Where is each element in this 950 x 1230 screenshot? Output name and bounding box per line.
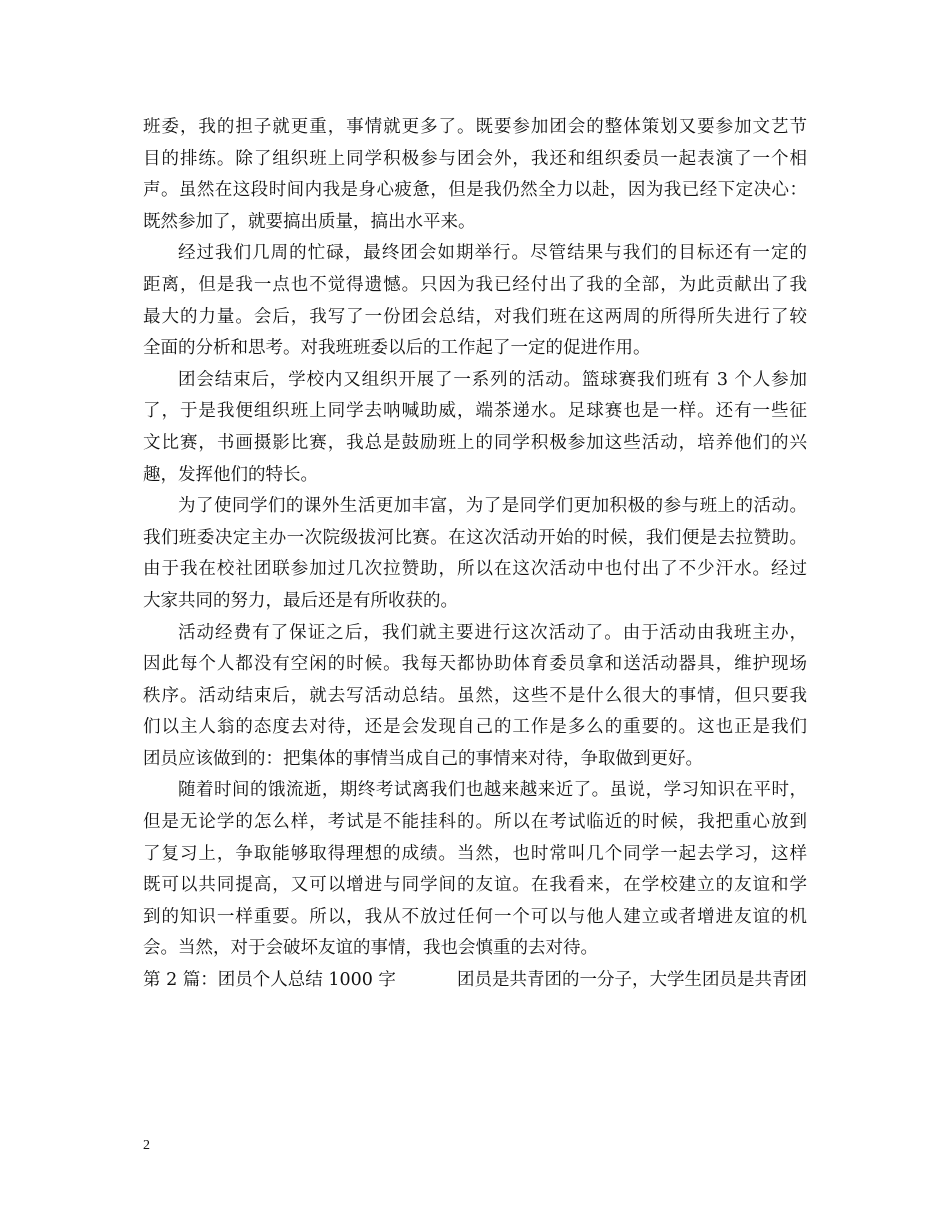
text-line: 团会结束后，学校内又组织开展了一系列的活动。篮球赛我们班有 3 个人参加 (178, 369, 807, 390)
text-line: 最大的力量。会后，我写了一份团会总结，对我们班在这两周的所得所失进行了较 (143, 306, 807, 327)
text-line: 团员应该做到的：把集体的事情当成自己的事情来对待，争取做到更好。 (143, 748, 703, 769)
text-line: 到的知识一样重要。所以，我从不放过任何一个可以与他人建立或者增进友谊的机 (143, 906, 807, 927)
text-line: 文比赛，书画摄影比赛，我总是鼓励班上的同学积极参加这些活动，培养他们的兴 (143, 432, 807, 453)
text-line: 既可以共同提高，又可以增进与同学间的友谊。在我看来，在学校建立的友谊和学 (143, 875, 807, 896)
text-line: 随着时间的饿流逝，期终考试离我们也越来越来近了。虽说，学习知识在平时， (178, 780, 807, 801)
text-line: 距离，但是我一点也不觉得遗憾。只因为我已经付出了我的全部，为此贡献出了我 (143, 274, 807, 295)
paragraph (143, 618, 807, 776)
text-line: 目的排练。除了组织班上同学积极参与团会外，我还和组织委员一起表演了一个相 (143, 148, 807, 169)
text-line: 会。当然，对于会破坏友谊的事情，我也会慎重的去对待。 (143, 938, 598, 959)
paragraph (143, 775, 807, 965)
section-title: 第 2 篇：团员个人总结 1000 字 (143, 970, 396, 991)
text-line: 了，于是我便组织班上同学去呐喊助威，端茶递水。足球赛也是一样。还有一些征 (143, 401, 807, 422)
text-line: 声。虽然在这段时间内我是身心疲惫，但是我仍然全力以赴，因为我已经下定决心： (143, 180, 807, 201)
text-line: 但是无论学的怎么样，考试是不能挂科的。所以在考试临近的时候，我把重心放到 (143, 812, 807, 833)
text-line: 为了使同学们的课外生活更加丰富，为了是同学们更加积极的参与班上的活动。 (178, 496, 807, 517)
text-line: 活动经费有了保证之后，我们就主要进行这次活动了。由于活动由我班主办， (178, 622, 807, 643)
text-line: 大家共同的努力，最后还是有所收获的。 (143, 590, 458, 611)
section-heading (143, 965, 807, 997)
text-line: 班委，我的担子就更重，事情就更多了。既要参加团会的整体策划又要参加文艺节 (143, 117, 807, 137)
page-number: 2 (143, 1138, 150, 1153)
section-continuation: 团员是共青团的一分子，大学生团员是共青团 (457, 970, 807, 991)
text-line: 经过我们几周的忙碌，最终团会如期举行。尽管结果与我们的目标还有一定的 (178, 243, 807, 264)
paragraph (143, 365, 807, 491)
text-line: 由于我在校社团联参加过几次拉赞助，所以在这次活动中也付出了不少汗水。经过 (143, 559, 807, 580)
text-line: 因此每个人都没有空闲的时候。我每天都协助体育委员拿和送活动器具，维护现场 (143, 654, 807, 675)
text-line: 趣，发挥他们的特长。 (143, 464, 318, 485)
paragraph (143, 491, 807, 617)
text-line: 秩序。活动结束后，就去写活动总结。虽然，这些不是什么很大的事情，但只要我 (143, 685, 807, 706)
document-body (143, 112, 807, 997)
paragraph (143, 238, 807, 364)
text-line: 全面的分析和思考。对我班班委以后的工作起了一定的促进作用。 (143, 338, 651, 359)
text-line: 了复习上，争取能够取得理想的成绩。当然，也时常叫几个同学一起去学习，这样 (143, 843, 807, 864)
text-line: 我们班委决定主办一次院级拔河比赛。在这次活动开始的时候，我们便是去拉赞助。 (143, 527, 807, 548)
text-line: 既然参加了，就要搞出质量，搞出水平来。 (143, 211, 476, 232)
text-line: 们以主人翁的态度去对待，还是会发现自己的工作是多么的重要的。这也正是我们 (143, 717, 807, 738)
paragraph (143, 112, 807, 238)
